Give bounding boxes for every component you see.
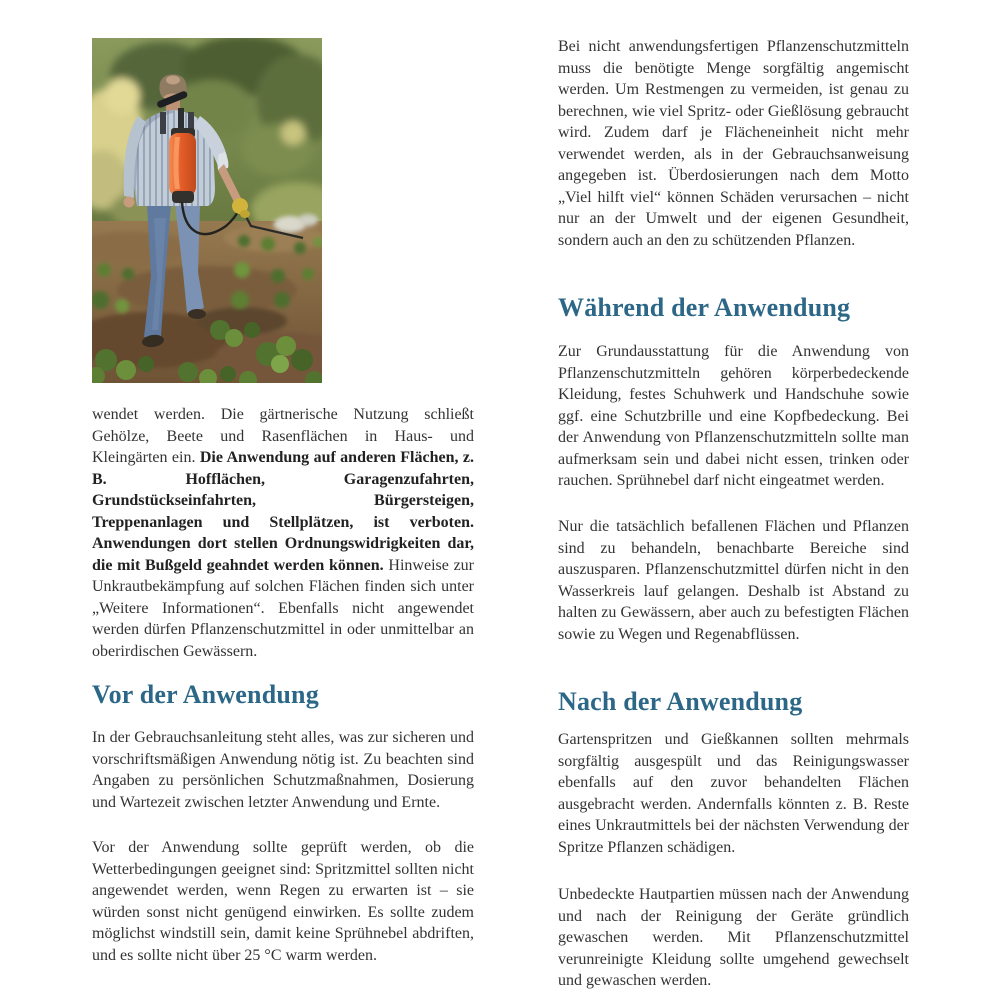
protective-equipment-paragraph	[558, 341, 909, 492]
garden-sprayer-illustration	[92, 38, 322, 383]
skin-washing-paragraph	[558, 884, 909, 992]
text-run: Zur Grundausstattung für die Anwendung von Pflanzenschutzmitteln gehören körperbedeckende Kleidung, festes Schuhwerk und Handschuhe sowie ggf. eine Schutzbrille und eine Kopfbedeckung. Bei der Anwendung von Pflanzenschutzmitteln sollte man aufmerksam sein und dabei nicht essen, trinken oder rauchen. Sprühnebel darf nicht eingeatmet werden.	[558, 343, 909, 489]
text-run: Unbedeckte Hautpartien müssen nach der Anwendung und nach der Reinigung der Geräte gründlich gewaschen werden. Mit Pflanzenschutzmittel verunreinigte Kleidung sollte umgehend gewechselt und gewaschen werden.	[558, 886, 909, 989]
text-run: Hinweise zur Unkrautbekämpfung auf solchen Flächen finden sich unter „Weitere Informationen“. Ebenfalls nicht angewendet werden dürfen Pflanzenschutzmittel in oder unmittelbar an oberirdischen Gewässern.	[92, 556, 475, 660]
text-run: Gartenspritzen und Gießkannen sollten mehrmals sorgfältig ausgespült und das Reinigungswasser ebenfalls auf den zuvor behandelten Flächen ausgebracht werden. Andernfalls könnten z. B. Reste eines Unkrautmittels bei der nächsten Verwendung der Spritze Pflanzen schädigen.	[558, 731, 909, 856]
garden-sprayer-photo	[92, 38, 322, 383]
usage-instructions-paragraph	[92, 727, 474, 813]
intro-continuation-paragraph	[92, 404, 474, 662]
text-run: Bei nicht anwendungsfertigen Pflanzenschutzmitteln muss die benötigte Menge sorgfältig angemischt werden. Um Restmengen zu vermeiden, ist genau zu berechnen, wie viel Spritz- oder Gießlösung gebraucht wird. Zudem darf je Flächeneinheit nicht mehr verwendet werden, als in der Gebrauchsanweisung angegeben ist. Überdosierungen nach dem Motto „Viel hilft viel“ können Schäden verursachen – nicht nur an der Umwelt und der eigenen Gesundheit, sondern auch an den zu schützenden Pflanzen.	[558, 38, 909, 249]
section-heading-waehrend-der-anwendung: Während der Anwendung	[558, 293, 851, 322]
text-run: Nur die tatsächlich befallenen Flächen und Pflanzen sind zu behandeln, benachbarte Bereiche sind auszusparen. Pflanzenschutzmittel dürfen nicht in den Wasserkreis lauf gelangen. Deshalb ist Abstand zu halten zu Gewässern, aber auch zu befestigten Flächen sowie zu Wegen und Regenabflüssen.	[558, 518, 909, 643]
section-heading-vor-der-anwendung: Vor der Anwendung	[92, 680, 319, 709]
treated-areas-paragraph	[558, 516, 909, 645]
right-shoe	[188, 309, 206, 319]
weather-conditions-paragraph	[92, 837, 474, 966]
text-run: Vor der Anwendung sollte geprüft werden, ob die Wetterbedingungen geeignet sind: Spritzmittel sollten nicht angewendet werden, wenn Regen zu erwarten ist – sie würden sonst nicht genügend einwirken. Es sollte zudem möglichst windstill sein, damit keine Sprühnebel abdriften, und es sollte nicht über 25 °C warm werden.	[92, 839, 474, 964]
text-run: In der Gebrauchsanleitung steht alles, was zur sicheren und vorschriftsmäßigen Anwendung nötig ist. Zu beachten sind Angaben zu persönlichen Schutzmaßnahmen, Dosierung und Wartezeit zwischen letzter Anwendung und Ernte.	[92, 729, 474, 811]
equipment-cleaning-paragraph	[558, 729, 909, 858]
section-heading-nach-der-anwendung: Nach der Anwendung	[558, 687, 803, 716]
mixing-paragraph	[558, 36, 909, 251]
text-run: wendet werden. Die gärtnerische Nutzung schließt Gehölze, Beete und Rasenflächen in Haus- und Kleingärten ein.	[92, 406, 474, 466]
text-run: Die Anwendung auf anderen Flächen, z. B. Hofflächen, Garagenzufahrten, Grundstückseinfahrten, Bürgersteigen, Treppenanlagen und Stellplätzen, ist verboten. Anwendungen dort stellen Ordnungswidrigkeiten dar, die mit Bußgeld geahndet werden können.	[92, 449, 474, 574]
